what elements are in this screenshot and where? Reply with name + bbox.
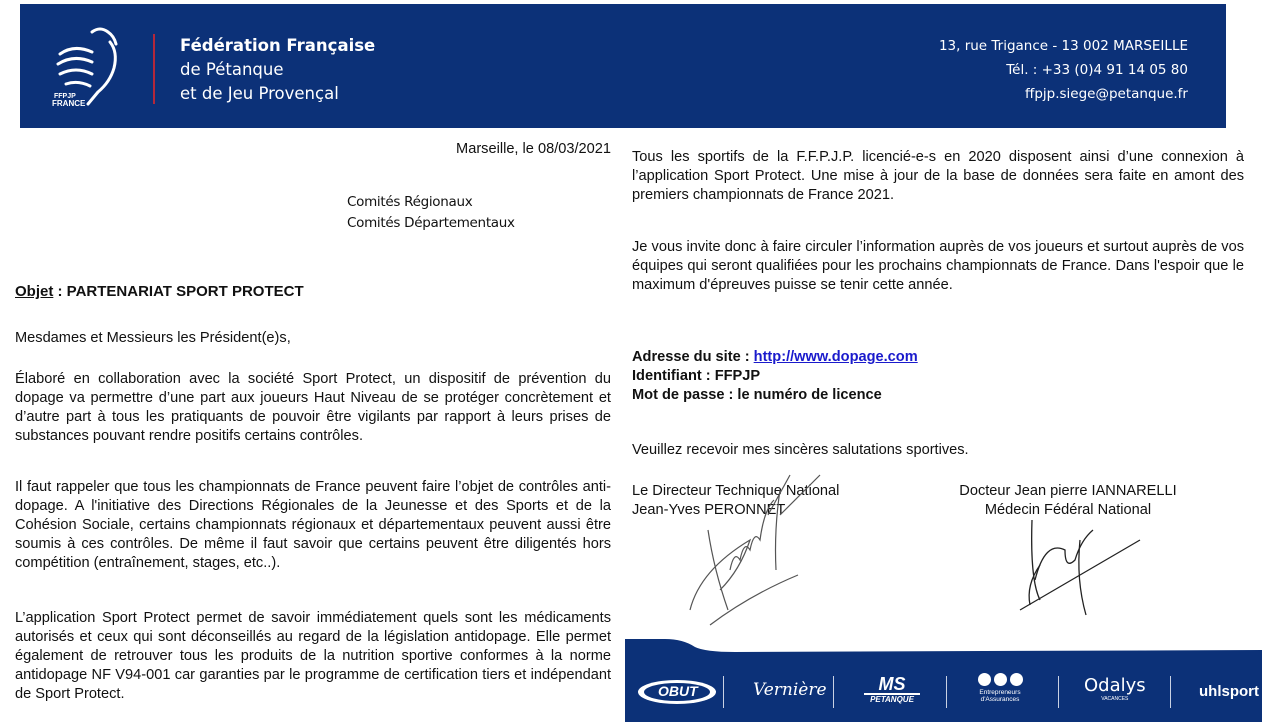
sponsor-uhlsport: uhlsport [1199, 683, 1259, 700]
signatory-medecin: Docteur Jean pierre IANNARELLI Médecin Fédéral National [959, 483, 1177, 518]
federation-contact [939, 34, 1188, 106]
subject-line: Objet : PARTENARIAT SPORT PROTECT [15, 283, 304, 300]
sponsor-separator [1058, 676, 1059, 708]
rooster-logo-icon [52, 24, 132, 108]
paragraph: L’application Sport Protect permet de savoir immédiatement quels sont les médicaments autorisés et ceux qui sont déconseillés au regard de la législation antidopage. Elle permet également de retrouver tous les produits de la nutrition sportive conformes à la norme antidopage NF V94-001 car garanties par le programme de certification tiers et indépendant de Sport Protect. [15, 610, 611, 702]
login: Identifiant : FFPJP [632, 368, 761, 384]
paragraph: Élaboré en collaboration avec la société Sport Protect, un dispositif de prévention du dopage va permettre d’une part aux joueurs Haut Niveau de se protéger concrètement et d’autre part à tous les pratiquants de pouvoir être vigilants par rapport à leurs prises de substances pouvant rendre positifs certains contrôles. [15, 371, 611, 444]
address: 13, rue Trigance - 13 002 MARSEILLE [938, 38, 1188, 54]
paragraph: Je vous invite donc à faire circuler l’information auprès de vos joueurs et surtout auprès de vos équipes qui seront qualifiées pour les prochains championnats de France. Dans l'espoir que le maximum d'épreuves puisse se tenir cette année. [632, 239, 1244, 293]
password: Mot de passe : le numéro de licence [632, 387, 882, 403]
svg-text:FFPJP: FFPJP [54, 93, 76, 100]
letter-date: Marseille, le 08/03/2021 [456, 141, 611, 157]
paragraph: Tous les sportifs de la F.F.P.J.P. licencié-e-s en 2020 disposent ainsi d’une connexion à l’application Sport Protect. Une mise à jour de la base de données sera faite en amont des premiers championnats de France 2021. [632, 149, 1244, 203]
sponsor-banner [625, 639, 1262, 722]
sponsor-separator [833, 676, 834, 708]
closing: Veuillez recevoir mes sincères salutations sportives. [632, 442, 969, 458]
sponsor-ms-petanque: MS PETANQUE [864, 675, 920, 704]
site-link[interactable]: http://www.dopage.com [753, 349, 918, 365]
sponsor-separator [1170, 676, 1171, 708]
email: ffpjp.siege@petanque.fr [1025, 86, 1188, 102]
header-divider [153, 34, 155, 104]
sponsor-odalys: Odalys VACANCES [1084, 675, 1146, 702]
federation-name: Fédération Française de Pétanque et de Jeu Provençal [180, 36, 376, 103]
sponsor-mma: Entrepreneurs d'Assurances [974, 673, 1026, 703]
signature-dtn-icon [670, 470, 830, 635]
phone: Tél. : +33 (0)4 91 14 05 80 [1006, 62, 1188, 78]
sponsor-verniere: Vernière [753, 680, 827, 700]
letterhead-banner [20, 4, 1226, 128]
recipients: Comités Régionaux Comités Départementaux [347, 194, 515, 231]
signature-medecin-icon [1010, 520, 1150, 620]
paragraph: Il faut rappeler que tous les championnats de France peuvent faire l’objet de contrôles anti-dopage. A l'initiative des Directions Régionales de la Jeunesse et des Sports et de la Cohésion Sociale, certains championnats régionaux et départementaux peuvent aussi être soumis à ces contrôles. De même il faut savoir que certains peuvent être diligentés hors compétition (entraînement, stages, etc..). [15, 479, 611, 571]
sponsor-obut: OBUT [636, 678, 718, 706]
sponsor-separator [723, 676, 724, 708]
sponsor-separator [946, 676, 947, 708]
signatory-dtn: Le Directeur Technique National Jean-Yves PERONNET [632, 483, 840, 518]
svg-text:FRANCE: FRANCE [52, 99, 86, 108]
credentials-block: Adresse du site : http://www.dopage.com Identifiant : FFPJP Mot de passe : le numéro de licence [632, 349, 918, 403]
salutation: Mesdames et Messieurs les Président(e)s, [15, 330, 291, 346]
